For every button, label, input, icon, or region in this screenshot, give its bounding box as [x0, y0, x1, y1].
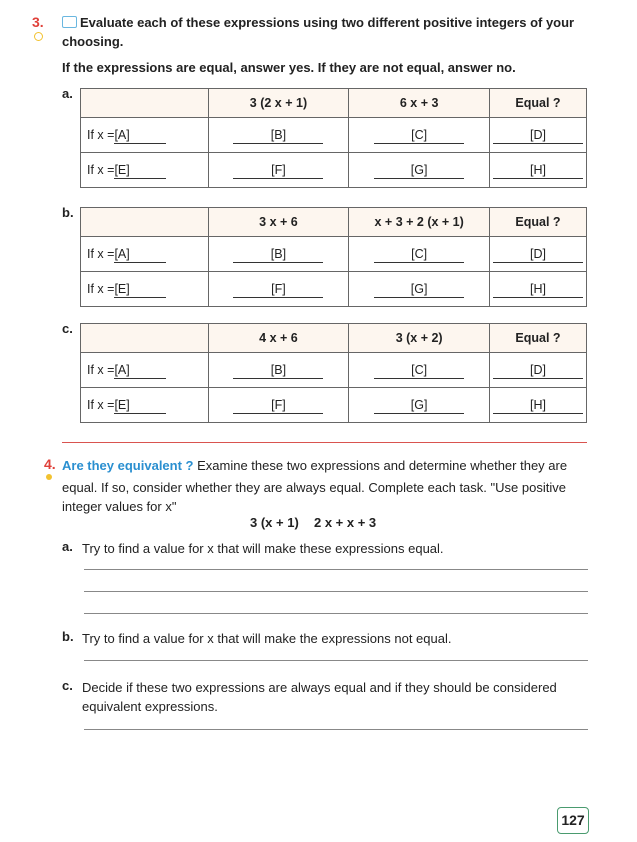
x-value-cell [81, 237, 209, 272]
answer-blank[interactable]: [E] [114, 281, 166, 298]
table-row [81, 388, 587, 423]
table-header-row [81, 89, 587, 118]
evaluation-table [80, 207, 587, 307]
column-header [81, 324, 209, 353]
q3-text-1: Evaluate each of these expressions using two different positive integers of your [80, 15, 575, 30]
evaluation-table [80, 88, 587, 188]
answer-line[interactable] [84, 729, 588, 730]
row-prefix: If x = [87, 281, 115, 296]
expression-2: 2 x + x + 3 [314, 515, 377, 530]
answer-blank[interactable]: [D] [493, 362, 583, 379]
answer-blank[interactable]: [H] [493, 162, 583, 179]
table-row [81, 118, 587, 153]
row-prefix: If x = [87, 162, 115, 177]
expression-1: 3 (x + 1) [250, 515, 299, 530]
row-prefix: If x = [87, 362, 115, 377]
row-prefix: If x = [87, 127, 115, 142]
answer-line[interactable] [84, 660, 588, 661]
answer-blank[interactable]: [C] [374, 362, 464, 379]
answer-cell [490, 153, 587, 188]
part-c-text-1: Decide if these two expressions are always equal and if they should be considered [82, 680, 557, 695]
answer-cell [349, 237, 490, 272]
part-a-label: a. [62, 539, 73, 554]
answer-blank[interactable]: [F] [233, 162, 323, 179]
table-row [81, 153, 587, 188]
part-b-text: Try to find a value for x that will make the expressions not equal. [82, 631, 452, 646]
answer-blank[interactable]: [C] [374, 246, 464, 263]
part-c-label: c. [62, 678, 73, 693]
table-row [81, 353, 587, 388]
table-row [81, 237, 587, 272]
answer-blank[interactable]: [B] [233, 127, 323, 144]
answer-blank[interactable]: [A] [114, 362, 166, 379]
table-label: a. [62, 86, 73, 101]
answer-cell [349, 118, 490, 153]
row-prefix: If x = [87, 397, 115, 412]
column-header: 6 x + 3 [349, 89, 490, 118]
answer-line[interactable] [84, 591, 588, 592]
answer-blank[interactable]: [G] [374, 397, 464, 414]
question-4-number: 4. [44, 456, 56, 472]
column-header: 3 (x + 2) [349, 324, 490, 353]
answer-blank[interactable]: [C] [374, 127, 464, 144]
column-header [81, 89, 209, 118]
part-c-text-2: equivalent expressions. [82, 699, 218, 714]
part-a-text: Try to find a value for x that will make these expressions equal. [82, 541, 444, 556]
column-header: 3 (2 x + 1) [208, 89, 349, 118]
answer-blank[interactable]: [F] [233, 397, 323, 414]
answer-blank[interactable]: [H] [493, 397, 583, 414]
answer-blank[interactable]: [E] [114, 162, 166, 179]
table-row [81, 272, 587, 307]
column-header [81, 208, 209, 237]
answer-cell [349, 272, 490, 307]
answer-blank[interactable]: [D] [493, 127, 583, 144]
q4-title: Are they equivalent ? [62, 458, 194, 473]
answer-blank[interactable]: [D] [493, 246, 583, 263]
table-header-row [81, 324, 587, 353]
answer-blank[interactable]: [A] [114, 127, 166, 144]
row-prefix: If x = [87, 246, 115, 261]
answer-line[interactable] [84, 613, 588, 614]
answer-line[interactable] [84, 569, 588, 570]
column-header: Equal ? [490, 324, 587, 353]
q4-text-3: integer values for x" [62, 499, 177, 514]
x-value-cell [81, 388, 209, 423]
table-label: b. [62, 205, 74, 220]
column-header: 3 x + 6 [208, 208, 349, 237]
evaluation-table [80, 323, 587, 423]
answer-cell [208, 272, 349, 307]
answer-cell [490, 388, 587, 423]
answer-cell [349, 388, 490, 423]
column-header: x + 3 + 2 (x + 1) [349, 208, 490, 237]
bullet-icon [34, 32, 43, 41]
bullet-icon [46, 474, 52, 480]
answer-blank[interactable]: [F] [233, 281, 323, 298]
answer-blank[interactable]: [G] [374, 162, 464, 179]
answer-blank[interactable]: [E] [114, 397, 166, 414]
x-value-cell [81, 153, 209, 188]
answer-blank[interactable]: [B] [233, 362, 323, 379]
column-header: Equal ? [490, 208, 587, 237]
answer-blank[interactable]: [H] [493, 281, 583, 298]
x-value-cell [81, 272, 209, 307]
answer-cell [490, 237, 587, 272]
table-header-row [81, 208, 587, 237]
table-label: c. [62, 321, 73, 336]
column-header: 4 x + 6 [208, 324, 349, 353]
answer-blank[interactable]: [B] [233, 246, 323, 263]
column-header: Equal ? [490, 89, 587, 118]
q4-text-1: Examine these two expressions and determine whether they are [193, 458, 568, 473]
answer-cell [349, 153, 490, 188]
answer-blank[interactable]: [A] [114, 246, 166, 263]
answer-cell [490, 353, 587, 388]
answer-cell [490, 272, 587, 307]
q3-text-2: choosing. [62, 34, 124, 49]
question-3-number: 3. [32, 14, 44, 30]
answer-cell [208, 118, 349, 153]
q4-text-2: equal. If so, consider whether they are always equal. Complete each task. "Use positive [62, 480, 566, 495]
q3-text-3: If the expressions are equal, answer yes. If they are not equal, answer no. [62, 60, 516, 75]
x-value-cell [81, 353, 209, 388]
answer-cell [349, 353, 490, 388]
book-icon [62, 16, 77, 28]
answer-cell [490, 118, 587, 153]
section-divider [62, 442, 587, 443]
answer-cell [208, 237, 349, 272]
answer-cell [208, 153, 349, 188]
answer-cell [208, 353, 349, 388]
page-number: 127 [557, 807, 589, 834]
x-value-cell [81, 118, 209, 153]
part-b-label: b. [62, 629, 74, 644]
answer-blank[interactable]: [G] [374, 281, 464, 298]
answer-cell [208, 388, 349, 423]
